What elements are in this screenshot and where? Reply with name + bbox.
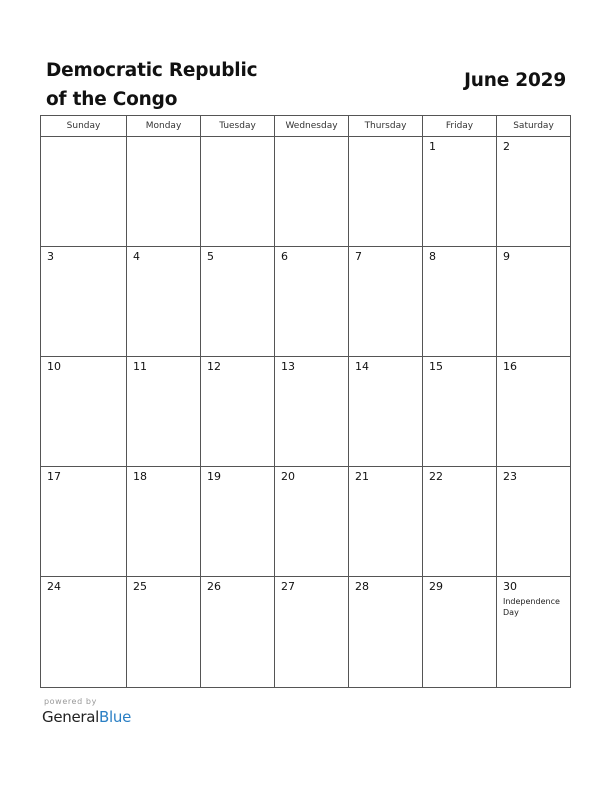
empty-day-cell <box>349 137 423 247</box>
generalblue-logo[interactable] <box>42 708 131 726</box>
day-cell <box>275 577 349 687</box>
weekday-header: Sunday <box>41 116 127 137</box>
day-number: 2 <box>503 140 510 153</box>
day-number: 16 <box>503 360 517 373</box>
day-cell <box>423 357 497 467</box>
day-number: 26 <box>207 580 221 593</box>
powered-by-text: powered by <box>44 697 97 706</box>
day-cell <box>497 467 570 577</box>
day-number: 3 <box>47 250 54 263</box>
weekday-header: Saturday <box>497 116 570 137</box>
day-number: 7 <box>355 250 362 263</box>
day-number: 24 <box>47 580 61 593</box>
day-cell <box>497 247 570 357</box>
day-number: 10 <box>47 360 61 373</box>
day-cell <box>423 467 497 577</box>
day-number: 28 <box>355 580 369 593</box>
empty-day-cell <box>201 137 275 247</box>
empty-day-cell <box>275 137 349 247</box>
day-number: 19 <box>207 470 221 483</box>
weekday-header: Monday <box>127 116 201 137</box>
day-cell <box>349 247 423 357</box>
day-cell <box>41 577 127 687</box>
day-number: 29 <box>429 580 443 593</box>
holiday-event: Independence Day <box>503 597 560 617</box>
day-cell <box>127 467 201 577</box>
empty-day-cell <box>127 137 201 247</box>
day-cell <box>275 247 349 357</box>
day-cell <box>127 247 201 357</box>
day-cell <box>275 467 349 577</box>
brand-general-text: General <box>42 708 100 726</box>
country-title-line1: Democratic Republic <box>46 60 258 81</box>
day-number: 15 <box>429 360 443 373</box>
day-cell <box>41 467 127 577</box>
day-number: 9 <box>503 250 510 263</box>
day-cell <box>201 467 275 577</box>
day-number: 17 <box>47 470 61 483</box>
day-cell <box>349 577 423 687</box>
day-cell <box>127 577 201 687</box>
calendar-grid <box>40 115 571 688</box>
day-number: 8 <box>429 250 436 263</box>
day-number: 20 <box>281 470 295 483</box>
day-number: 11 <box>133 360 147 373</box>
day-number: 5 <box>207 250 214 263</box>
day-number: 14 <box>355 360 369 373</box>
day-cell <box>423 577 497 687</box>
month-year-title: June 2029 <box>464 70 566 91</box>
brand-blue-text: Blue <box>99 708 132 726</box>
day-cell <box>497 357 570 467</box>
day-number: 25 <box>133 580 147 593</box>
day-cell <box>127 357 201 467</box>
empty-day-cell <box>41 137 127 247</box>
day-number: 1 <box>429 140 436 153</box>
country-title-line2: of the Congo <box>46 89 178 110</box>
day-number: 12 <box>207 360 221 373</box>
day-cell <box>201 247 275 357</box>
day-cell <box>41 357 127 467</box>
day-number: 27 <box>281 580 295 593</box>
footer-branding <box>42 697 131 726</box>
day-cell <box>41 247 127 357</box>
day-cell <box>201 577 275 687</box>
day-cell <box>349 357 423 467</box>
weekday-header: Wednesday <box>275 116 349 137</box>
day-number: 18 <box>133 470 147 483</box>
weekday-header: Friday <box>423 116 497 137</box>
day-cell <box>497 137 570 247</box>
day-number: 23 <box>503 470 517 483</box>
weekday-header: Thursday <box>349 116 423 137</box>
day-number: 30 <box>503 580 517 593</box>
day-cell <box>275 357 349 467</box>
day-number: 13 <box>281 360 295 373</box>
day-cell <box>423 247 497 357</box>
day-cell <box>349 467 423 577</box>
weekday-header: Tuesday <box>201 116 275 137</box>
day-cell <box>423 137 497 247</box>
country-title <box>46 56 306 114</box>
day-cell <box>201 357 275 467</box>
day-number: 6 <box>281 250 288 263</box>
day-number: 22 <box>429 470 443 483</box>
day-number: 4 <box>133 250 140 263</box>
day-number: 21 <box>355 470 369 483</box>
day-cell <box>497 577 570 687</box>
